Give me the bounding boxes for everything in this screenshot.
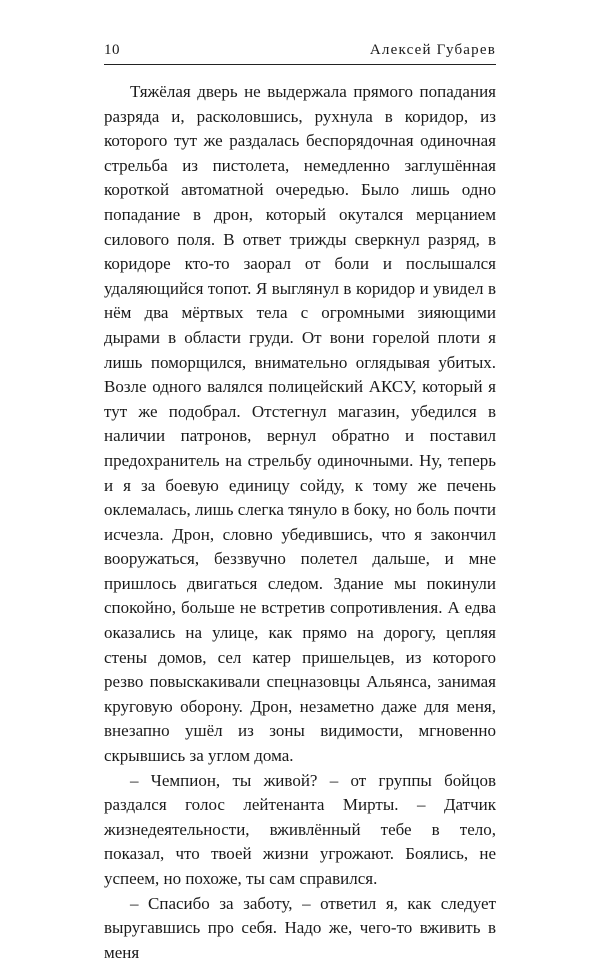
paragraph: – Чемпион, ты живой? – от группы бойцов раздался голос лейтенанта Мирты. – Датчик жизнедеятельности, вживлённый тебе в тело, показал, что твоей жизни угрожают. Боялись, не успеем, но похоже, ты сам справился. — [104, 770, 496, 888]
body-text — [104, 80, 496, 965]
page-number: 10 — [104, 42, 120, 58]
paragraph: – Спасибо за заботу, – ответил я, как следует выругавшись про себя. Надо же, чего-то вживить в меня — [104, 893, 496, 962]
page-header — [104, 40, 496, 65]
paragraph: Тяжёлая дверь не выдержала прямого попадания разряда и, расколовшись, рухнула в коридор, из которого тут же раздалась беспорядочная одиночная стрельба из пистолета, немедленно заглушённая короткой автоматной очередью. Было лишь одно попадание в дрон, который окутался мерцанием силового поля. В ответ трижды сверкнул разряд, в коридоре кто-то заорал от боли и послышался удаляющийся топот. Я выглянул в коридор и увидел в нём два мёртвых тела с огромными зияющими дырами в области груди. От вони горелой плоти я лишь поморщился, внимательно оглядывая убитых. Возле одного валялся полицейский АКСУ, который я тут же подобрал. Отстегнул магазин, убедился в наличии патронов, вернул обратно и поставил предохранитель на стрельбу одиночными. Ну, теперь и я за боевую единицу сойду, к тому же печень оклемалась, лишь слегка тянуло в боку, но боль почти исчезла. Дрон, словно убедившись, что я закончил вооружаться, беззвучно полетел дальше, и мне пришлось двигаться следом. Здание мы покинули спокойно, больше не встретив сопротивления. А едва оказались на улице, как прямо на дорогу, цепляя стены домов, сел катер пришельцев, из которого резво повыскакивали спецназовцы Альянса, занимая круговую оборону. Дрон, незаметно даже для меня, внезапно ушёл из зоны видимости, мгновенно скрывшись за углом дома. — [104, 82, 496, 766]
running-head-author: Алексей Губарев — [369, 42, 496, 58]
